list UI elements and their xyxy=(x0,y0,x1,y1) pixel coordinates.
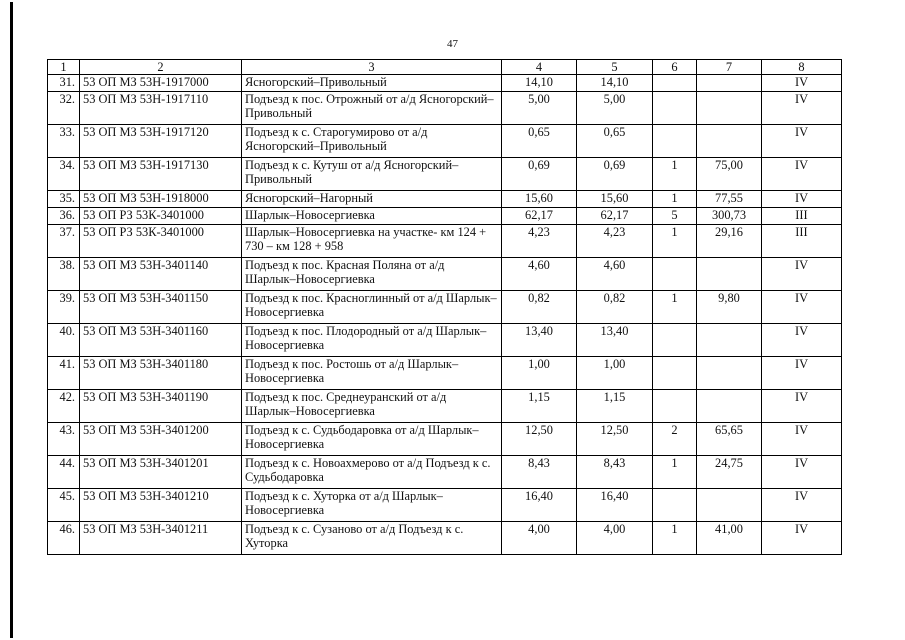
road-code-cell: 53 ОП МЗ 53Н-3401210 xyxy=(80,489,242,522)
road-name-cell: Подъезд к пос. Плодородный от а/д Шарлык–Новосергиевка xyxy=(242,324,502,357)
road-name-cell: Подъезд к пос. Красная Поляна от а/д Шарлык–Новосергиевка xyxy=(242,258,502,291)
table-row xyxy=(48,225,842,258)
value-cell: 29,16 xyxy=(697,225,762,258)
category-cell: IV xyxy=(762,258,842,291)
table-row xyxy=(48,258,842,291)
value-cell: 24,75 xyxy=(697,456,762,489)
category-cell: IV xyxy=(762,125,842,158)
road-name-cell: Подъезд к пос. Отрожный от а/д Ясногорский–Привольный xyxy=(242,92,502,125)
road-code-cell: 53 ОП МЗ 53Н-1917130 xyxy=(80,158,242,191)
length-cell: 15,60 xyxy=(502,191,577,208)
category-cell: IV xyxy=(762,158,842,191)
row-number-cell: 38. xyxy=(48,258,80,291)
category-cell: IV xyxy=(762,324,842,357)
length-cell: 13,40 xyxy=(502,324,577,357)
length-cell: 5,00 xyxy=(577,92,653,125)
length-cell: 4,00 xyxy=(577,522,653,555)
category-cell: IV xyxy=(762,522,842,555)
length-cell: 15,60 xyxy=(577,191,653,208)
length-cell: 14,10 xyxy=(502,75,577,92)
category-cell: III xyxy=(762,225,842,258)
road-code-cell: 53 ОП МЗ 53Н-3401160 xyxy=(80,324,242,357)
value-cell xyxy=(697,324,762,357)
length-cell: 16,40 xyxy=(502,489,577,522)
length-cell: 4,60 xyxy=(502,258,577,291)
category-cell: IV xyxy=(762,456,842,489)
table-row xyxy=(48,357,842,390)
road-code-cell: 53 ОП МЗ 53Н-3401211 xyxy=(80,522,242,555)
road-code-cell: 53 ОП МЗ 53Н-3401140 xyxy=(80,258,242,291)
length-cell: 8,43 xyxy=(502,456,577,489)
road-name-cell: Подъезд к пос. Среднеуранский от а/д Шарлык–Новосергиевка xyxy=(242,390,502,423)
table-row xyxy=(48,291,842,324)
row-number-cell: 45. xyxy=(48,489,80,522)
value-cell xyxy=(697,357,762,390)
count-cell xyxy=(653,92,697,125)
road-name-cell: Подъезд к с. Новоахмерово от а/д Подъезд к с. Судьбодаровка xyxy=(242,456,502,489)
category-cell: IV xyxy=(762,92,842,125)
page-number: 47 xyxy=(447,38,458,50)
table-row xyxy=(48,489,842,522)
length-cell: 12,50 xyxy=(502,423,577,456)
road-code-cell: 53 ОП МЗ 53Н-1917110 xyxy=(80,92,242,125)
road-name-cell: Подъезд к с. Сузаново от а/д Подъезд к с. Хуторка xyxy=(242,522,502,555)
road-code-cell: 53 ОП РЗ 53К-3401000 xyxy=(80,208,242,225)
length-cell: 62,17 xyxy=(502,208,577,225)
road-name-cell: Подъезд к пос. Ростошь от а/д Шарлык–Новосергиевка xyxy=(242,357,502,390)
category-cell: IV xyxy=(762,357,842,390)
row-number-cell: 35. xyxy=(48,191,80,208)
row-number-cell: 43. xyxy=(48,423,80,456)
value-cell: 65,65 xyxy=(697,423,762,456)
table-row xyxy=(48,191,842,208)
road-code-cell: 53 ОП МЗ 53Н-1917120 xyxy=(80,125,242,158)
count-cell: 2 xyxy=(653,423,697,456)
category-cell: IV xyxy=(762,489,842,522)
row-number-cell: 34. xyxy=(48,158,80,191)
road-name-cell: Ясногорский–Нагорный xyxy=(242,191,502,208)
table-header-row xyxy=(48,60,842,75)
column-header: 7 xyxy=(697,60,762,75)
value-cell xyxy=(697,489,762,522)
count-cell: 1 xyxy=(653,158,697,191)
category-cell: IV xyxy=(762,423,842,456)
value-cell xyxy=(697,75,762,92)
category-cell: IV xyxy=(762,291,842,324)
value-cell xyxy=(697,92,762,125)
value-cell: 75,00 xyxy=(697,158,762,191)
value-cell: 300,73 xyxy=(697,208,762,225)
count-cell xyxy=(653,75,697,92)
roads-table xyxy=(47,59,842,555)
count-cell: 1 xyxy=(653,191,697,208)
category-cell: IV xyxy=(762,390,842,423)
row-number-cell: 40. xyxy=(48,324,80,357)
length-cell: 16,40 xyxy=(577,489,653,522)
value-cell xyxy=(697,125,762,158)
road-code-cell: 53 ОП МЗ 53Н-3401180 xyxy=(80,357,242,390)
column-header: 1 xyxy=(48,60,80,75)
length-cell: 0,82 xyxy=(502,291,577,324)
count-cell xyxy=(653,489,697,522)
row-number-cell: 33. xyxy=(48,125,80,158)
road-code-cell: 53 ОП МЗ 53Н-1918000 xyxy=(80,191,242,208)
road-code-cell: 53 ОП МЗ 53Н-3401201 xyxy=(80,456,242,489)
road-name-cell: Подъезд к с. Судьбодаровка от а/д Шарлык–Новосергиевка xyxy=(242,423,502,456)
count-cell xyxy=(653,357,697,390)
category-cell: III xyxy=(762,208,842,225)
length-cell: 62,17 xyxy=(577,208,653,225)
row-number-cell: 46. xyxy=(48,522,80,555)
value-cell xyxy=(697,390,762,423)
column-header: 8 xyxy=(762,60,842,75)
row-number-cell: 36. xyxy=(48,208,80,225)
value-cell: 9,80 xyxy=(697,291,762,324)
row-number-cell: 44. xyxy=(48,456,80,489)
length-cell: 14,10 xyxy=(577,75,653,92)
count-cell: 5 xyxy=(653,208,697,225)
table-row xyxy=(48,324,842,357)
length-cell: 4,60 xyxy=(577,258,653,291)
road-name-cell: Подъезд к с. Старогумирово от а/д Ясногорский–Привольный xyxy=(242,125,502,158)
count-cell xyxy=(653,390,697,423)
length-cell: 0,65 xyxy=(502,125,577,158)
row-number-cell: 37. xyxy=(48,225,80,258)
count-cell: 1 xyxy=(653,225,697,258)
page-edge-bar xyxy=(10,2,13,638)
road-name-cell: Ясногорский–Привольный xyxy=(242,75,502,92)
table-row xyxy=(48,158,842,191)
road-name-cell: Подъезд к с. Хуторка от а/д Шарлык–Новосергиевка xyxy=(242,489,502,522)
category-cell: IV xyxy=(762,75,842,92)
table-row xyxy=(48,125,842,158)
table-row xyxy=(48,423,842,456)
table-row xyxy=(48,390,842,423)
length-cell: 1,00 xyxy=(577,357,653,390)
length-cell: 13,40 xyxy=(577,324,653,357)
column-header: 3 xyxy=(242,60,502,75)
count-cell xyxy=(653,324,697,357)
length-cell: 1,15 xyxy=(577,390,653,423)
column-header: 2 xyxy=(80,60,242,75)
column-header: 5 xyxy=(577,60,653,75)
road-code-cell: 53 ОП МЗ 53Н-3401150 xyxy=(80,291,242,324)
row-number-cell: 42. xyxy=(48,390,80,423)
table-row xyxy=(48,92,842,125)
length-cell: 0,65 xyxy=(577,125,653,158)
road-name-cell: Подъезд к пос. Красноглинный от а/д Шарлык–Новосергиевка xyxy=(242,291,502,324)
row-number-cell: 31. xyxy=(48,75,80,92)
count-cell: 1 xyxy=(653,291,697,324)
length-cell: 8,43 xyxy=(577,456,653,489)
table-row xyxy=(48,208,842,225)
road-code-cell: 53 ОП МЗ 53Н-3401190 xyxy=(80,390,242,423)
value-cell xyxy=(697,258,762,291)
count-cell: 1 xyxy=(653,522,697,555)
road-name-cell: Подъезд к с. Кутуш от а/д Ясногорский–Привольный xyxy=(242,158,502,191)
table-row xyxy=(48,75,842,92)
length-cell: 4,23 xyxy=(502,225,577,258)
length-cell: 5,00 xyxy=(502,92,577,125)
length-cell: 0,82 xyxy=(577,291,653,324)
length-cell: 4,23 xyxy=(577,225,653,258)
length-cell: 0,69 xyxy=(577,158,653,191)
count-cell xyxy=(653,258,697,291)
road-code-cell: 53 ОП МЗ 53Н-1917000 xyxy=(80,75,242,92)
length-cell: 12,50 xyxy=(577,423,653,456)
road-code-cell: 53 ОП МЗ 53Н-3401200 xyxy=(80,423,242,456)
road-code-cell: 53 ОП РЗ 53К-3401000 xyxy=(80,225,242,258)
column-header: 6 xyxy=(653,60,697,75)
value-cell: 41,00 xyxy=(697,522,762,555)
row-number-cell: 41. xyxy=(48,357,80,390)
length-cell: 1,15 xyxy=(502,390,577,423)
length-cell: 0,69 xyxy=(502,158,577,191)
row-number-cell: 39. xyxy=(48,291,80,324)
table-row xyxy=(48,456,842,489)
count-cell xyxy=(653,125,697,158)
row-number-cell: 32. xyxy=(48,92,80,125)
length-cell: 1,00 xyxy=(502,357,577,390)
length-cell: 4,00 xyxy=(502,522,577,555)
road-name-cell: Шарлык–Новосергиевка xyxy=(242,208,502,225)
table-row xyxy=(48,522,842,555)
value-cell: 77,55 xyxy=(697,191,762,208)
road-name-cell: Шарлык–Новосергиевка на участке- км 124 + 730 – км 128 + 958 xyxy=(242,225,502,258)
category-cell: IV xyxy=(762,191,842,208)
column-header: 4 xyxy=(502,60,577,75)
count-cell: 1 xyxy=(653,456,697,489)
